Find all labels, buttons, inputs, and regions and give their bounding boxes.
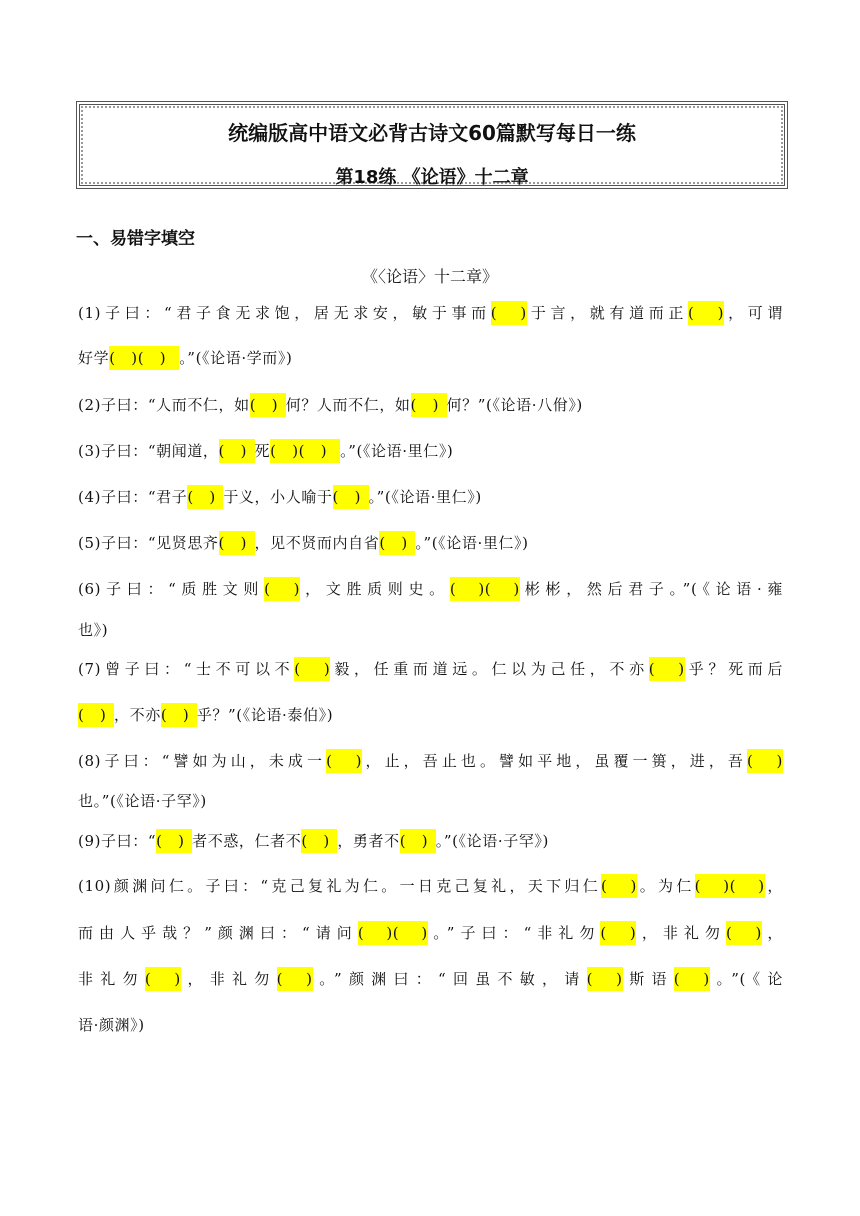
text: ，非礼勿 (636, 924, 726, 942)
text: (4)子曰：“君子 (78, 488, 188, 506)
item-10-line-4 (78, 1013, 783, 1037)
text: ，止，吾止也。譬如平地，虽覆一篑，进，吾 (362, 752, 747, 770)
answer-blank[interactable]: ( ) (411, 393, 447, 417)
item-7-line-1 (78, 657, 783, 681)
text: 非礼勿 (78, 970, 145, 988)
answer-blank[interactable]: ( )( ) (270, 439, 340, 463)
answer-blank[interactable]: ( ) (250, 393, 286, 417)
answer-blank[interactable]: ( ) (219, 439, 255, 463)
item-10-line-2 (78, 921, 783, 945)
text: 。”颜渊曰：“回虽不敏，请 (312, 970, 587, 988)
answer-blank[interactable]: ( ) (156, 829, 192, 853)
text: 死 (254, 442, 271, 460)
answer-blank[interactable]: ( ) (601, 874, 637, 898)
text: 也。”(《论语·子罕》) (78, 792, 207, 810)
answer-blank[interactable]: ( ) (674, 967, 710, 991)
title-box (76, 101, 788, 189)
answer-blank[interactable]: ( ) (301, 829, 337, 853)
answer-blank[interactable]: ( ) (333, 485, 369, 509)
text: 也》) (78, 621, 109, 639)
answer-blank[interactable]: ( ) (379, 531, 415, 555)
answer-blank[interactable]: ( ) (294, 657, 330, 681)
text: (10)颜渊问仁。子曰：“克己复礼为仁。一日克己复礼，天下归仁 (78, 877, 602, 895)
text: 乎？”(《论语·泰伯》) (196, 706, 334, 724)
text: 者不惑，仁者不 (192, 832, 302, 850)
item-10-line-1 (78, 874, 783, 898)
text: 。为仁 (637, 877, 695, 895)
text: 而由人乎哉？”颜渊曰：“请问 (78, 924, 358, 942)
answer-blank[interactable]: ( ) (78, 703, 114, 727)
item-8-line-2 (78, 789, 783, 813)
text: 。”(《论 (709, 970, 783, 988)
text-subtitle: 《〈论语〉十二章》 (361, 267, 498, 286)
answer-blank[interactable]: ( ) (649, 657, 685, 681)
item-5-line-1 (78, 531, 783, 555)
text: 。”子曰：“非礼勿 (427, 924, 601, 942)
answer-blank[interactable]: ( ) (747, 749, 783, 773)
item-2-line-1 (78, 393, 783, 417)
item-10-line-3 (78, 967, 783, 991)
text: 。”(《论语·里仁》) (415, 534, 529, 552)
answer-blank[interactable]: ( )( ) (695, 874, 765, 898)
answer-blank[interactable]: ( ) (600, 921, 636, 945)
text: 斯语 (622, 970, 674, 988)
text: ，勇者不 (337, 832, 400, 850)
item-9-line-1 (78, 829, 783, 853)
text: (5)子曰：“见贤思齐 (78, 534, 219, 552)
item-7-line-2 (78, 703, 783, 727)
item-4-line-1 (78, 485, 783, 509)
text: (2)子曰：“人而不仁，如 (78, 396, 250, 414)
text: 彬彬，然后君子。”(《论语·雍 (519, 580, 783, 598)
text: 好学 (78, 349, 110, 367)
answer-blank[interactable]: ( )( ) (358, 921, 428, 945)
text: (6)子曰：“质胜文则 (78, 580, 265, 598)
answer-blank[interactable]: ( ) (161, 703, 197, 727)
answer-blank[interactable]: ( ) (326, 749, 362, 773)
text: 乎？死而后 (684, 660, 784, 678)
answer-blank[interactable]: ( ) (277, 967, 313, 991)
text: 。”(《论语·子罕》) (435, 832, 549, 850)
text: ，非礼勿 (180, 970, 277, 988)
text: 。”(《论语·里仁》) (368, 488, 482, 506)
item-6-line-2 (78, 618, 783, 642)
text: (3)子曰：“朝闻道， (78, 442, 219, 460)
item-3-line-1 (78, 439, 783, 463)
section-heading: 一、易错字填空 (76, 229, 195, 249)
text: 。”(《论语·学而》) (179, 349, 293, 367)
text: (7)曾子曰：“士不可以不 (78, 660, 295, 678)
item-8-line-1 (78, 749, 783, 773)
text: 何？人而不仁，如 (285, 396, 411, 414)
text: (9)子曰：“ (78, 832, 157, 850)
answer-blank[interactable]: ( ) (688, 301, 724, 325)
text: 于言，就有道而正 (526, 304, 689, 322)
text: 语·颜渊》) (78, 1016, 145, 1034)
answer-blank[interactable]: ( )( ) (109, 346, 179, 370)
text: (8)子曰：“譬如为山，未成一 (78, 752, 327, 770)
text: 于义，小人喻于 (223, 488, 333, 506)
answer-blank[interactable]: ( ) (400, 829, 436, 853)
text: ， (761, 924, 784, 942)
answer-blank[interactable]: ( ) (491, 301, 527, 325)
text: (1)子曰：“君子食无求饱，居无求安，敏于事而 (78, 304, 491, 322)
lesson-title: 第18练 《论语》十二章 (335, 167, 529, 188)
text: 何？”(《论语·八佾》) (446, 396, 583, 414)
text: ，可谓 (724, 304, 783, 322)
text: ， (764, 877, 783, 895)
text: ，文胜质则史。 (300, 580, 450, 598)
text: 。”(《论语·里仁》) (340, 442, 454, 460)
page-title: 统编版高中语文必背古诗文60篇默写每日一练 (228, 121, 636, 145)
item-1-line-2 (78, 346, 783, 370)
item-1-line-1 (78, 301, 783, 325)
text: ，见不贤而内自省 (254, 534, 380, 552)
answer-blank[interactable]: ( ) (726, 921, 762, 945)
answer-blank[interactable]: ( ) (145, 967, 181, 991)
item-6-line-1 (78, 577, 783, 601)
text: ，不亦 (114, 706, 161, 724)
answer-blank[interactable]: ( ) (187, 485, 223, 509)
answer-blank[interactable]: ( ) (219, 531, 255, 555)
text: 毅，任重而道远。仁以为己任，不亦 (330, 660, 649, 678)
answer-blank[interactable]: ( ) (587, 967, 623, 991)
answer-blank[interactable]: ( ) (264, 577, 300, 601)
answer-blank[interactable]: ( )( ) (450, 577, 520, 601)
